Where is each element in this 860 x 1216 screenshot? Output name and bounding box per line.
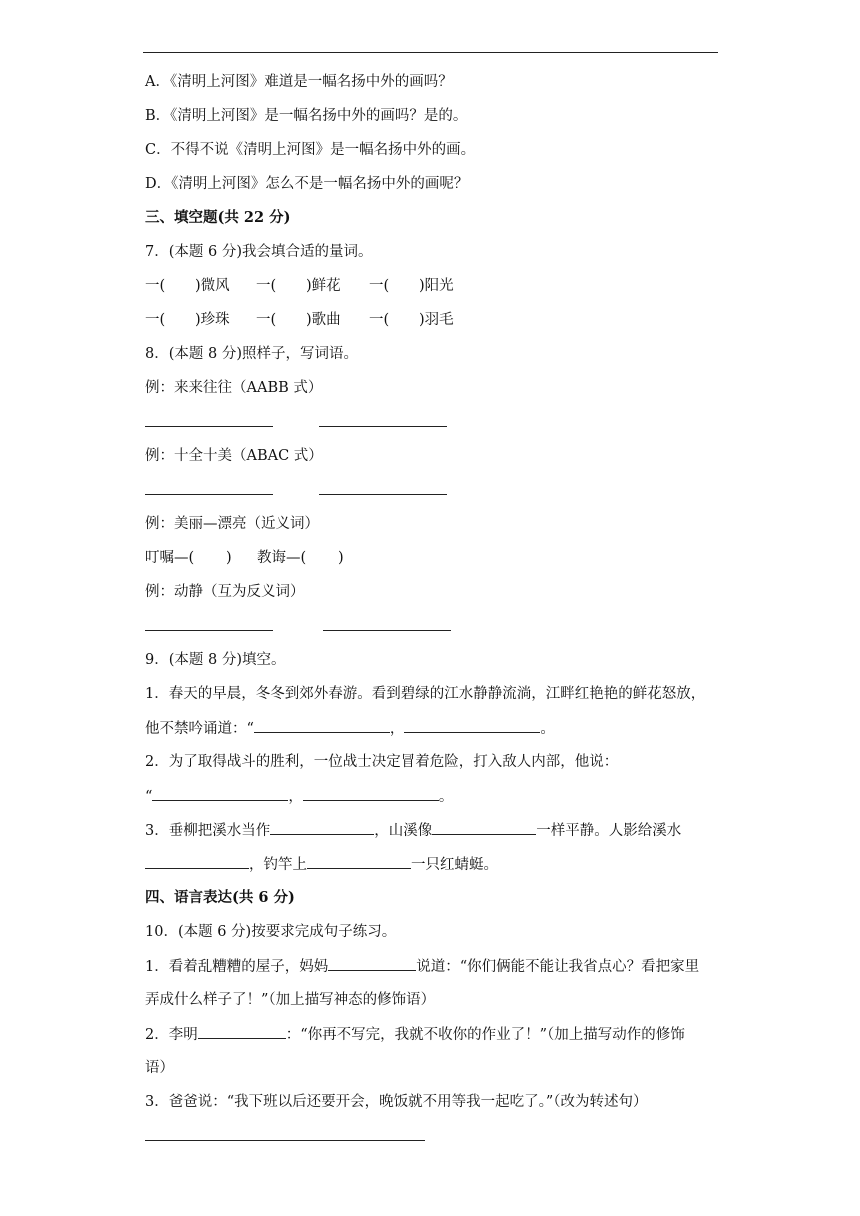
- q10-s1-line2: 弄成什么样子了！”（加上描写神态的修饰语）: [145, 992, 436, 1008]
- q9-p3-text-d: ，钓竿上: [249, 857, 307, 873]
- q10-s3: 3．爸爸说：“我下班以后还要开会，晚饭就不用等我一起吃了。”（改为转述句）: [145, 1094, 648, 1110]
- q9-p2-blank-1[interactable]: [152, 786, 288, 801]
- q9-p2-blank-2[interactable]: [303, 786, 439, 801]
- q8-example-4: 例：动静（互为反义词）: [145, 584, 305, 600]
- q10-s2-text-b: ：“你再不写完，我就不收你的作业了！”（加上描写动作的修饰: [285, 1027, 685, 1043]
- q9-p3-text-e: 一只红蜻蜓。: [411, 857, 498, 873]
- q10-s2-text-a: 2．李明: [145, 1027, 198, 1043]
- q7-r2-c1-open: 一(: [145, 312, 166, 328]
- q10-s1-text-a: 1．看着乱糟糟的屋子，妈妈: [145, 959, 329, 975]
- q9-p2-text-c: 。: [438, 789, 454, 805]
- q7-r2-c2-word: )歌曲: [306, 312, 341, 328]
- q9-p1-blank-1[interactable]: [254, 718, 390, 733]
- q8-blank-4b[interactable]: [323, 616, 451, 637]
- q7-r2-c3-open: 一(: [369, 312, 390, 328]
- q8-syn2: 教诲—(: [257, 550, 307, 566]
- q9-p3-text-a: 3．垂柳把溪水当作: [145, 823, 271, 839]
- q10-s1-text-b: 说道：“你们俩能不能让我省点心？看把家里: [416, 959, 700, 975]
- q9-p3-text-b: ，山溪像: [374, 823, 433, 839]
- q7-r1-c1-word: )微风: [195, 278, 230, 294]
- q9-p3-line1: [145, 820, 681, 841]
- q8-blank-2b[interactable]: [319, 480, 447, 501]
- q10-title: 10．(本题 6 分)按要求完成句子练习。: [145, 924, 397, 940]
- q8-blank-1a[interactable]: [145, 412, 273, 433]
- q8-example-2: 例：十全十美（ABAC 式）: [145, 448, 323, 464]
- q9-p3-line2: [145, 854, 498, 875]
- q8-blank-4a[interactable]: [145, 616, 273, 637]
- q10-s2-blank[interactable]: [198, 1024, 286, 1039]
- q9-p1-line1: 1．春天的早晨，冬冬到郊外春游。看到碧绿的江水静静流淌，江畔红艳艳的鲜花怒放，: [145, 686, 706, 702]
- q10-s1-blank[interactable]: [328, 956, 416, 971]
- option-a: A．《清明上河图》难道是一幅名扬中外的画吗？: [145, 74, 453, 90]
- q7-r1-c2-open: 一(: [256, 278, 277, 294]
- q9-p2-text-b: ，: [288, 789, 303, 805]
- option-b: B．《清明上河图》是一幅名扬中外的画吗？是的。: [145, 108, 468, 124]
- section4-title: 四、语言表达(共 6 分): [145, 889, 295, 906]
- q8-syn1: 叮嘱—(: [145, 550, 195, 566]
- header-rule: [143, 52, 718, 53]
- q7-r1-c3-open: 一(: [369, 278, 390, 294]
- q7-r2-c3-word: )羽毛: [419, 312, 454, 328]
- q9-p3-blank-4[interactable]: [307, 854, 411, 869]
- q8-blank-1b[interactable]: [319, 412, 447, 433]
- q9-p2-line2: [145, 786, 453, 807]
- q9-p1-line2: [145, 718, 555, 739]
- section3-title: 三、填空题(共 22 分): [145, 209, 291, 226]
- q9-p1-text-b: ，: [389, 721, 405, 737]
- q7-r2-c2-open: 一(: [256, 312, 277, 328]
- q9-p2-line1: 2．为了取得战斗的胜利，一位战士决定冒着危险，打入敌人内部，他说：: [145, 754, 619, 770]
- q10-s1-line1: [145, 956, 699, 977]
- q9-p1-text-a: 他不禁吟诵道：“: [145, 721, 254, 737]
- q9-title: 9．(本题 8 分)填空。: [145, 652, 286, 668]
- q8-syn2-close: ): [338, 550, 344, 566]
- q8-example-1: 例：来来往往（AABB 式）: [145, 380, 323, 396]
- q8-title: 8．(本题 8 分)照样子，写词语。: [145, 346, 358, 362]
- q7-r1-c3-word: )阳光: [419, 278, 454, 294]
- q9-p3-blank-2[interactable]: [432, 820, 536, 835]
- q9-p1-blank-2[interactable]: [404, 718, 540, 733]
- q8-example-3: 例：美丽—漂亮（近义词）: [145, 516, 319, 532]
- q9-p3-blank-3[interactable]: [145, 854, 249, 869]
- q7-title: 7．(本题 6 分)我会填合适的量词。: [145, 244, 373, 260]
- q9-p1-text-c: 。: [540, 721, 555, 737]
- option-d: D．《清明上河图》怎么不是一幅名扬中外的画呢？: [145, 176, 469, 192]
- q9-p2-text-a: “: [145, 789, 153, 805]
- q10-s2-line1: [145, 1024, 685, 1045]
- option-c: C．不得不说《清明上河图》是一幅名扬中外的画。: [145, 142, 476, 158]
- q10-s3-answer-line[interactable]: [145, 1126, 425, 1147]
- q7-r1-c1-open: 一(: [145, 278, 166, 294]
- q8-syn1-close: ): [226, 550, 232, 566]
- q9-p3-blank-1[interactable]: [270, 820, 374, 835]
- q8-blank-2a[interactable]: [145, 480, 273, 501]
- q7-r1-c2-word: )鲜花: [306, 278, 341, 294]
- q10-s2-line2: 语）: [145, 1060, 174, 1076]
- q9-p3-text-c: 一样平静。人影给溪水: [536, 823, 682, 839]
- q7-r2-c1-word: )珍珠: [195, 312, 230, 328]
